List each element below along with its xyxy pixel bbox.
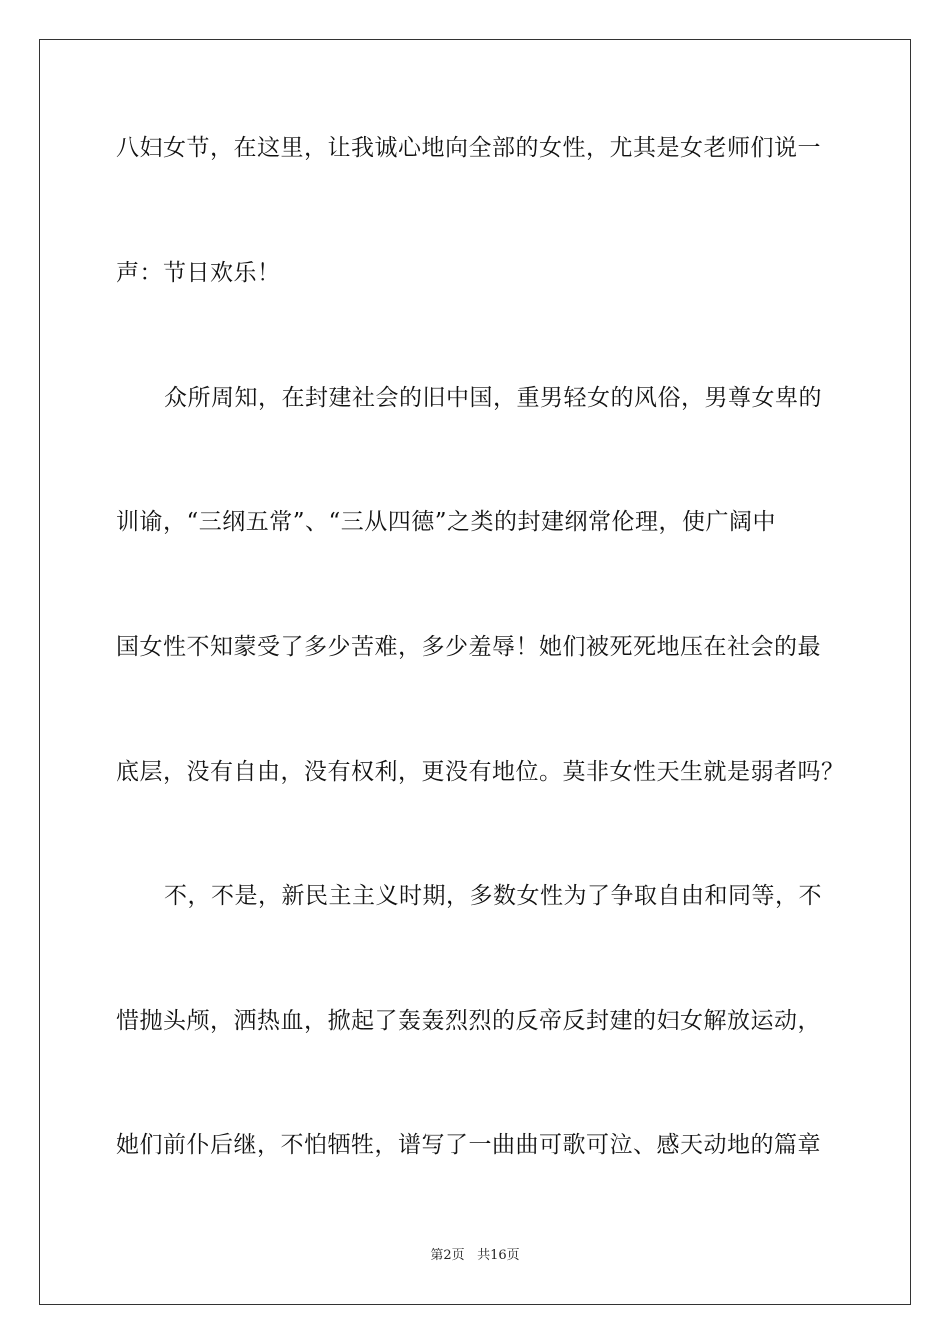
page-total: 共16页 [477,1248,520,1263]
body-line-8: 惜抛头颅，洒热血，掀起了轰轰烈烈的反帝反封建的妇女解放运动， [116,1008,821,1034]
body-line-1: 八妇女节，在这里，让我诚心地向全部的女性，尤其是女老师们说一 [116,135,821,161]
body-line-4: 训谕，“三纲五常”、“三从四德”之类的封建纲常伦理，使广阔中 [116,509,777,535]
body-line-3: 众所周知，在封建社会的旧中国，重男轻女的风俗，男尊女卑的 [164,385,822,411]
body-line-7: 不，不是，新民主主义时期，多数女性为了争取自由和同等，不 [164,883,822,909]
page-border [39,39,911,1305]
page-footer [0,1247,950,1265]
body-line-5: 国女性不知蒙受了多少苦难，多少羞辱！她们被死死地压在社会的最 [116,634,821,660]
body-line-2: 声：节日欢乐！ [116,260,281,286]
body-line-9: 她们前仆后继，不怕牺牲，谱写了一曲曲可歌可泣、感天动地的篇章 [116,1132,821,1158]
page-number: 第2页 [430,1248,465,1263]
body-line-6: 底层，没有自由，没有权利，更没有地位。莫非女性天生就是弱者吗？ [116,759,845,785]
